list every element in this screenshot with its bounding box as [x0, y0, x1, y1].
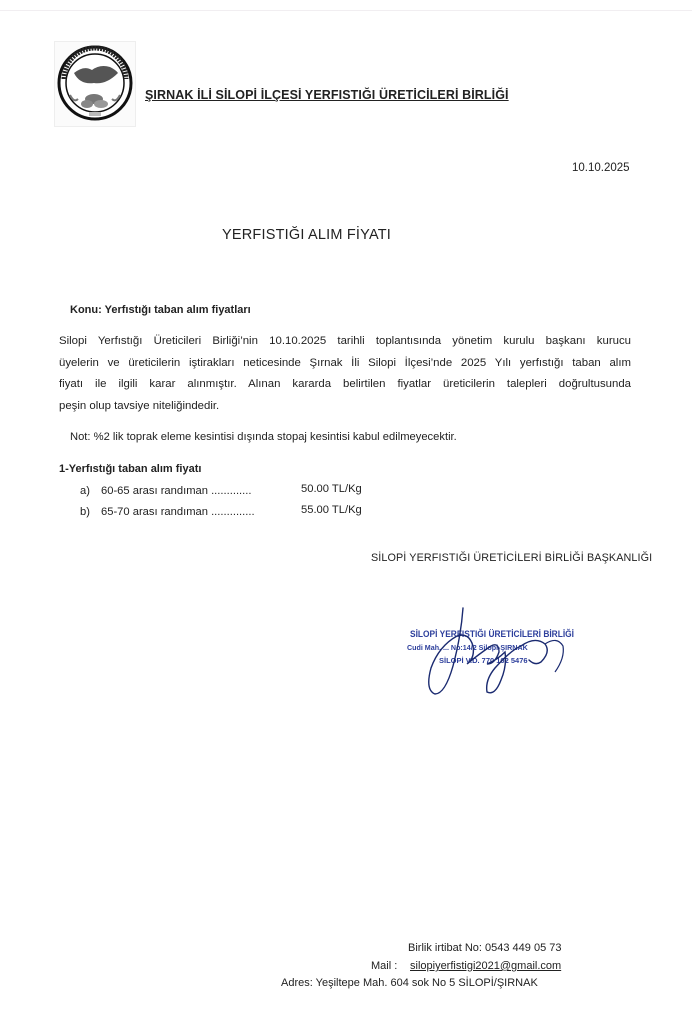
- stamp-line: SİLOPİ YERFISTIĞI ÜRETİCİLERİ BİRLİĞİ: [410, 629, 575, 639]
- price-item-label: a): [80, 485, 90, 497]
- price-item-text: 65-70 arası randıman ..............: [101, 506, 255, 518]
- body-line: peşin olup tavsiye niteliğindedir.: [59, 399, 220, 412]
- price-item-value: 50.00 TL/Kg: [301, 483, 362, 495]
- address-text: Adres: Yeşiltepe Mah. 604 sok No 5 SİLOPİ/ŞIRNAK: [281, 977, 538, 989]
- stamp-line: SİLOPİ V.D. 770 102 5476: [439, 656, 528, 665]
- mail-label: Mail :: [371, 960, 398, 972]
- note-text: Not: %2 lik toprak eleme kesintisi dışında stopaj kesintisi kabul edilmeyecektir.: [70, 431, 457, 443]
- document-date: 10.10.2025: [572, 162, 630, 174]
- price-item-label: b): [80, 506, 90, 518]
- document-title: YERFISTIĞI ALIM FİYATI: [222, 227, 392, 243]
- body-line: fiyatı ile ilgili karar alınmıştır. Alınan kararda belirtilen fiyatlar üreticilerin talepleri doğrultusunda: [59, 378, 631, 390]
- document-page: [0, 10, 692, 1025]
- union-seal-logo-icon: [56, 43, 134, 123]
- body-line: Silopi Yerfıstığı Üreticileri Birliği’nin 10.10.2025 tarihli toplantısında yönetim kurulu başkanı kurucu: [59, 335, 631, 347]
- body-line: üyelerin ve üreticilerin iştirakları neticesinde Şırnak İli Silopi İlçesi’nde 2025 Yılı yerfıstığı taban alım: [59, 356, 631, 369]
- price-item-text: 60-65 arası randıman .............: [101, 485, 252, 497]
- organization-title: ŞIRNAK İLİ SİLOPİ İLÇESİ YERFISTIĞI ÜRETİCİLERİ BİRLİĞİ: [145, 88, 509, 102]
- body-paragraph: [59, 331, 631, 417]
- subject-line: Konu: Yerfıstığı taban alım fiyatları: [70, 304, 251, 316]
- price-item-value: 55.00 TL/Kg: [301, 504, 362, 516]
- email-link[interactable]: silopiyerfistigi2021@gmail.com: [410, 960, 562, 972]
- signature-icon: [395, 606, 595, 701]
- official-stamp: [395, 606, 595, 701]
- price-section-heading: 1-Yerfıstığı taban alım fiyatı: [59, 463, 202, 475]
- presidency-title: SİLOPİ YERFISTIĞI ÜRETİCİLERİ BİRLİĞİ BAŞKANLIĞI: [371, 552, 653, 564]
- contact-phone: Birlik irtibat No: 0543 449 05 73: [408, 942, 562, 954]
- stamp-line: Cudi Mah. ... No:14/2 Silopi-ŞIRNAK: [407, 643, 528, 652]
